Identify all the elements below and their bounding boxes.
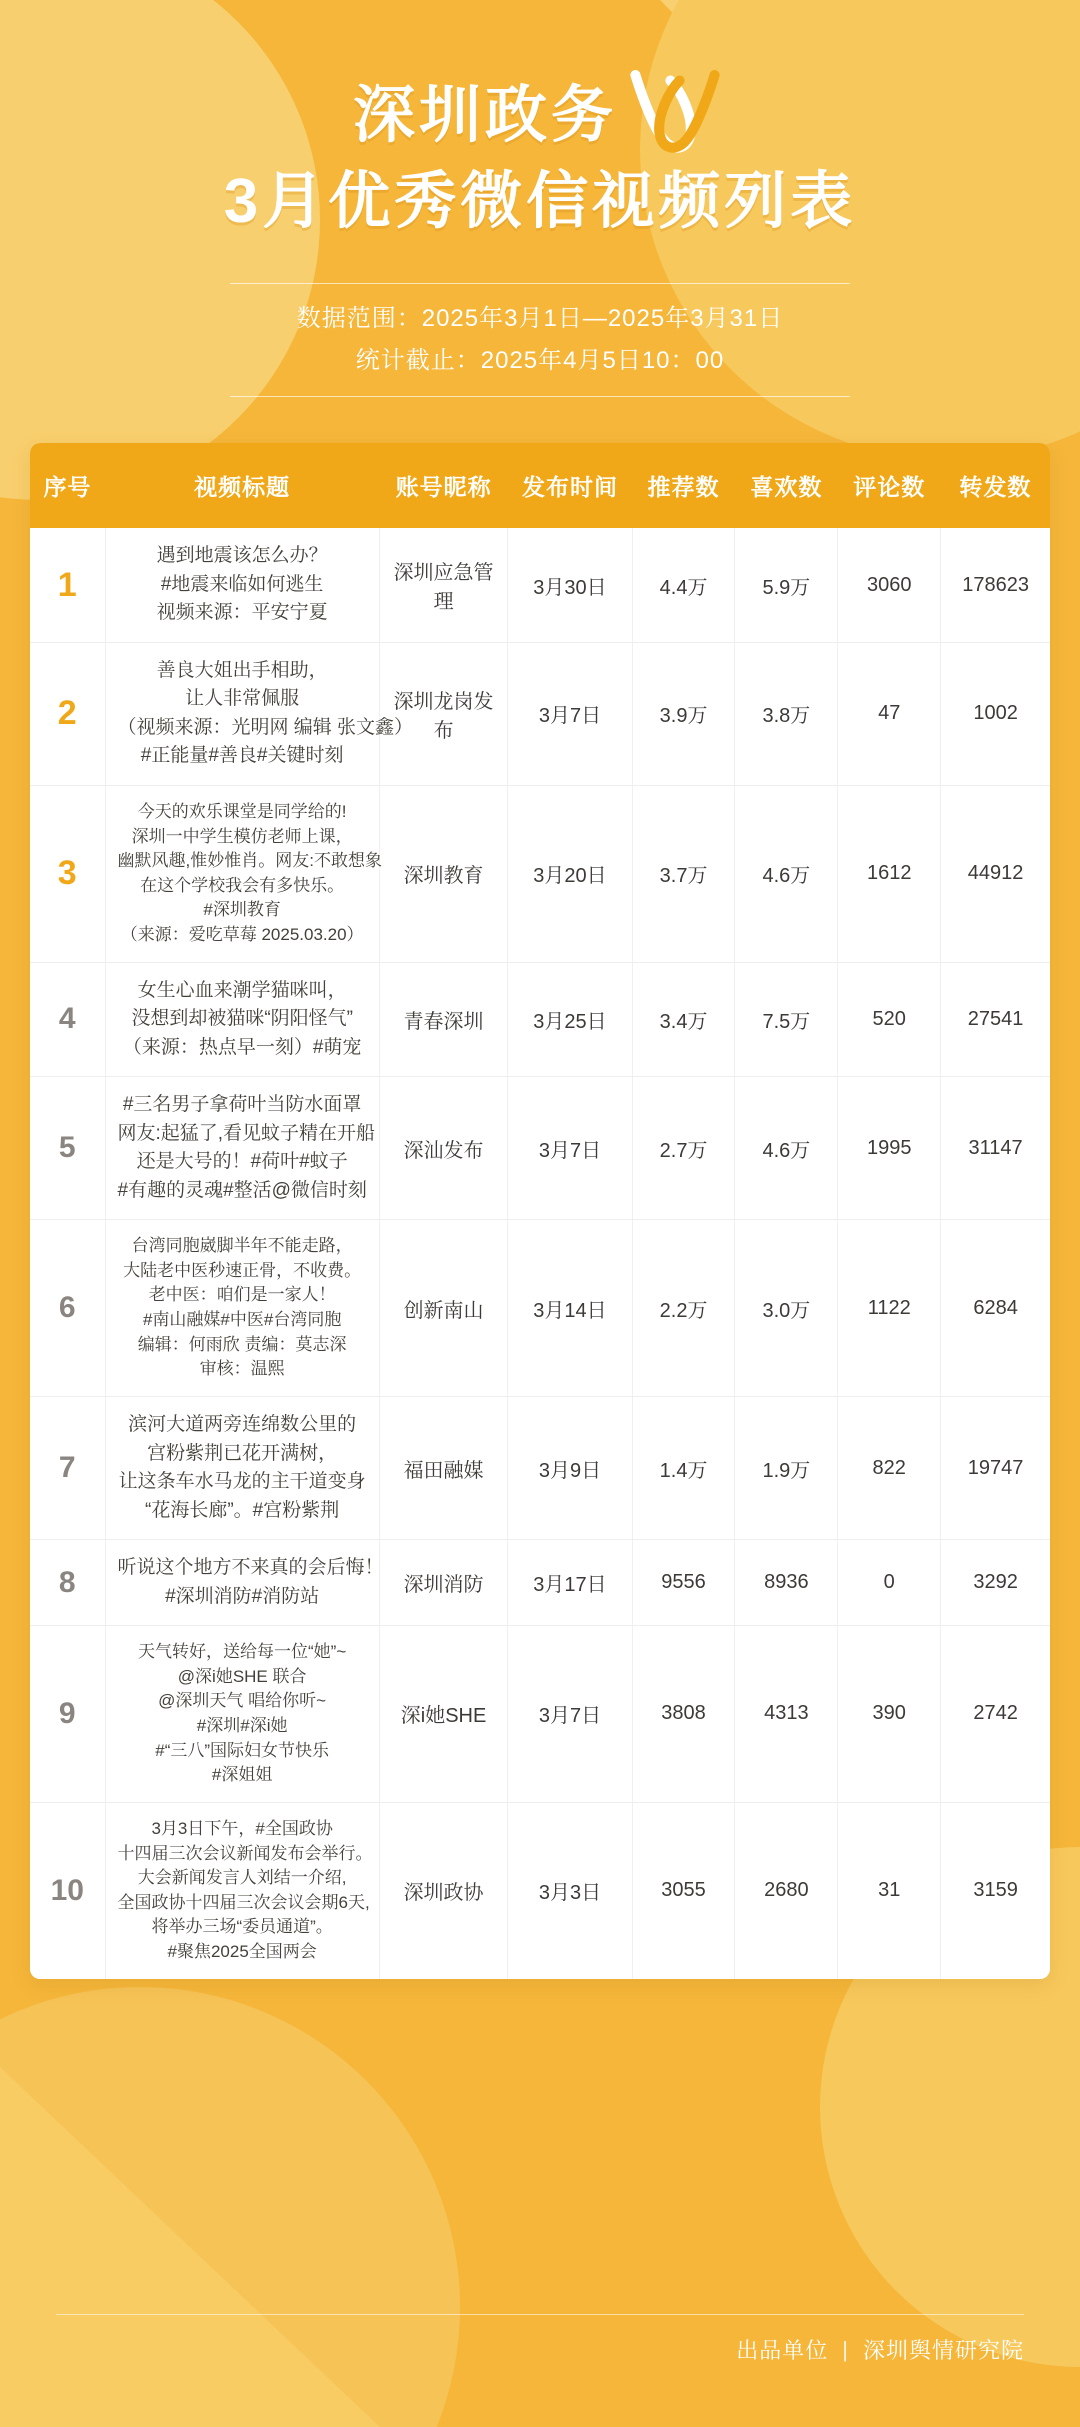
- cell-rank: 3: [30, 785, 105, 962]
- cell-rank: 8: [30, 1540, 105, 1626]
- cell-account: 福田融媒: [379, 1397, 508, 1540]
- title-line: 在这个学校我会有多快乐。: [140, 875, 345, 895]
- table-row: [30, 1626, 1050, 1803]
- cell-share-count: 19747: [941, 1397, 1050, 1540]
- cell-video-title: [105, 962, 379, 1077]
- cell-comment-count: 390: [838, 1626, 941, 1803]
- cell-account: 深圳政协: [379, 1802, 508, 1978]
- cell-video-title: [105, 1802, 379, 1978]
- cell-like-count: 7.5万: [735, 962, 838, 1077]
- title-line: 十四届三次会议新闻发布会举行。: [117, 1843, 373, 1863]
- cell-comment-count: 520: [838, 962, 941, 1077]
- title-line: 老中医：咱们是一家人！: [148, 1285, 336, 1305]
- cell-rank: 5: [30, 1077, 105, 1220]
- cell-account: 深i她SHE: [379, 1626, 508, 1803]
- cell-publish-date: 3月9日: [508, 1397, 632, 1540]
- cell-video-title: [105, 1540, 384, 1626]
- cell-video-title: [105, 1626, 379, 1803]
- cell-share-count: 27541: [941, 962, 1050, 1077]
- data-range-line: 数据范围：2025年3月1日—2025年3月31日: [296, 305, 784, 333]
- title-line: 女生心血来潮学猫咪叫，: [137, 979, 347, 1001]
- title-line: 全国政协十四届三次会议会期6天,: [117, 1892, 370, 1912]
- cell-video-title: [105, 1397, 379, 1540]
- title-line: 善良大姐出手相助，: [156, 659, 328, 681]
- ranking-table-card: [30, 443, 1050, 1978]
- cell-like-count: 3.0万: [735, 1220, 838, 1397]
- cell-like-count: 4313: [735, 1626, 838, 1803]
- title-line: 滨河大道两旁连绵数公里的: [128, 1414, 357, 1436]
- title-line: 今天的欢乐课堂是同学给的!: [137, 801, 347, 821]
- footer-label: 出品单位: [736, 2338, 829, 2363]
- cell-like-count: 2680: [735, 1802, 838, 1978]
- cell-recommend-count: 2.7万: [632, 1077, 735, 1220]
- cell-rank: 2: [30, 642, 105, 785]
- title-line: 让这条车水马龙的主干道变身: [118, 1471, 366, 1493]
- cell-recommend-count: 3.9万: [632, 642, 735, 785]
- ranking-table: [30, 443, 1050, 1978]
- title-line: @深i她SHE 联合: [177, 1666, 307, 1686]
- cell-account: 青春深圳: [379, 962, 508, 1077]
- title-line: 台湾同胞崴脚半年不能走路，: [131, 1236, 353, 1256]
- title-line: #三名男子拿荷叶当防水面罩: [122, 1094, 362, 1116]
- cell-publish-date: 3月20日: [508, 785, 632, 962]
- cell-rank: 10: [30, 1802, 105, 1978]
- cell-video-title: [105, 785, 382, 962]
- table-row: [30, 785, 1050, 962]
- title-line: 遇到地震该怎么办？: [156, 545, 328, 567]
- title-line: 3月3日下午，#全国政协: [151, 1818, 333, 1838]
- cell-account: 深汕发布: [379, 1077, 508, 1220]
- cell-rank: 7: [30, 1397, 105, 1540]
- cell-publish-date: 3月7日: [508, 1077, 632, 1220]
- cell-share-count: 31147: [941, 1077, 1050, 1220]
- title-line: 让人非常佩服: [185, 688, 300, 710]
- cell-comment-count: 822: [838, 1397, 941, 1540]
- title-line: 大会新闻发言人刘结一介绍,: [137, 1868, 347, 1888]
- title-line: 深圳一中学生模仿老师上课，: [131, 826, 353, 846]
- statistics-cutoff-line: 统计截止：2025年4月5日10：00: [355, 347, 725, 375]
- title-line: 大陆老中医秒速正骨，不收费。: [123, 1260, 362, 1280]
- column-header-shares: 转发数: [941, 443, 1050, 528]
- cell-video-title: [105, 1220, 379, 1397]
- cell-rank: 1: [30, 528, 105, 642]
- cell-share-count: 44912: [941, 785, 1050, 962]
- cell-rank: 6: [30, 1220, 105, 1397]
- cell-recommend-count: 3055: [632, 1802, 735, 1978]
- title-line: 将举办三场“委员通道”。: [151, 1917, 333, 1937]
- cell-publish-date: 3月3日: [508, 1802, 632, 1978]
- cell-video-title: [105, 1077, 379, 1220]
- title-line: 视频来源：平安宁夏: [156, 602, 328, 624]
- cell-comment-count: 47: [838, 642, 941, 785]
- title-line: 天气转好，送给每一位“她”~: [138, 1642, 347, 1662]
- cell-recommend-count: 2.2万: [632, 1220, 735, 1397]
- title-line: #南山融媒#中医#台湾同胞: [142, 1310, 342, 1330]
- column-header-title: 视频标题: [105, 443, 379, 528]
- table-header-row: [30, 443, 1050, 528]
- title-line: #正能量#善良#关键时刻: [140, 745, 344, 767]
- data-range-box: [230, 283, 850, 397]
- cell-recommend-count: 3808: [632, 1626, 735, 1803]
- cell-account: 深圳龙岗发布: [379, 642, 508, 785]
- title-line: #深姐姐: [211, 1765, 273, 1785]
- page-title-line-2: 3月优秀微信视频列表: [223, 167, 857, 236]
- cell-account: 创新南山: [379, 1220, 508, 1397]
- footer-separator: |: [842, 2336, 849, 2362]
- cell-share-count: 6284: [941, 1220, 1050, 1397]
- cell-share-count: 2742: [941, 1626, 1050, 1803]
- cell-comment-count: 1995: [838, 1077, 941, 1220]
- cell-recommend-count: 9556: [632, 1540, 735, 1626]
- title-line: （来源：爱吃草莓 2025.03.20）: [120, 925, 364, 945]
- page-title-line-1: 深圳政务: [352, 81, 617, 151]
- cell-share-count: 3292: [941, 1540, 1050, 1626]
- footer-unit: 深圳舆情研究院: [862, 2338, 1024, 2363]
- footer-divider: [56, 2314, 1024, 2315]
- cell-recommend-count: 4.4万: [632, 528, 735, 642]
- title-line: @深圳天气 唱给你听~: [158, 1691, 327, 1711]
- title-line: （视频来源：光明网 编辑 张文鑫）: [117, 716, 414, 738]
- footer-credit: [736, 2334, 1024, 2365]
- cell-publish-date: 3月14日: [508, 1220, 632, 1397]
- column-header-comments: 评论数: [838, 443, 941, 528]
- cell-comment-count: 1122: [838, 1220, 941, 1397]
- cell-recommend-count: 3.7万: [632, 785, 735, 962]
- table-row: [30, 1220, 1050, 1397]
- cell-publish-date: 3月7日: [508, 642, 632, 785]
- cell-rank: 9: [30, 1626, 105, 1803]
- table-row: [30, 642, 1050, 785]
- cell-comment-count: 0: [838, 1540, 941, 1626]
- table-row: [30, 1077, 1050, 1220]
- title-line: 还是大号的！#荷叶#蚊子: [136, 1151, 348, 1173]
- title-line: 幽默风趣,惟妙惟肖。网友:不敢想象: [117, 851, 382, 871]
- cell-video-title: [105, 528, 379, 642]
- table-row: [30, 1397, 1050, 1540]
- poster-footer: [0, 2334, 1080, 2365]
- table-row: [30, 962, 1050, 1077]
- column-header-rank: 序号: [30, 443, 105, 528]
- cell-like-count: 4.6万: [735, 785, 838, 962]
- column-header-date: 发布时间: [508, 443, 632, 528]
- cell-comment-count: 31: [838, 1802, 941, 1978]
- poster-header: [0, 0, 1080, 397]
- cell-like-count: 1.9万: [735, 1397, 838, 1540]
- cell-like-count: 3.8万: [735, 642, 838, 785]
- column-header-account: 账号昵称: [379, 443, 508, 528]
- table-row: [30, 1540, 1050, 1626]
- title-line: #“三八”国际妇女节快乐: [155, 1740, 330, 1760]
- title-row-1: [0, 70, 1080, 162]
- title-line: #深圳消防#消防站: [165, 1585, 320, 1607]
- column-header-likes: 喜欢数: [735, 443, 838, 528]
- title-line: “花海长廊”。#宫粉紫荆: [145, 1499, 340, 1521]
- cell-publish-date: 3月30日: [508, 528, 632, 642]
- cell-publish-date: 3月17日: [508, 1540, 632, 1626]
- wechat-channels-logo-icon: [623, 64, 727, 156]
- cell-rank: 4: [30, 962, 105, 1077]
- cell-share-count: 1002: [941, 642, 1050, 785]
- cell-like-count: 4.6万: [735, 1077, 838, 1220]
- table-row: [30, 1802, 1050, 1978]
- title-line: #深圳教育: [203, 900, 281, 920]
- cell-comment-count: 1612: [838, 785, 941, 962]
- title-line: 没想到却被猫咪“阴阳怪气”: [131, 1008, 353, 1030]
- cell-recommend-count: 1.4万: [632, 1397, 735, 1540]
- cell-like-count: 5.9万: [735, 528, 838, 642]
- cell-like-count: 8936: [735, 1540, 838, 1626]
- title-line: （来源：热点早一刻）#萌宠: [122, 1036, 362, 1058]
- title-line: 网友:起猛了,看见蚊子精在开船: [117, 1122, 376, 1144]
- title-line: #深圳#深i她: [196, 1715, 288, 1735]
- cell-share-count: 3159: [973, 1879, 1018, 1902]
- title-row-2: [0, 162, 1080, 241]
- cell-video-title: [105, 642, 414, 785]
- cell-publish-date: 3月7日: [508, 1626, 632, 1803]
- title-line: 审核：温熙: [199, 1359, 285, 1379]
- title-line: 宫粉紫荆已花开满树，: [147, 1442, 338, 1464]
- cell-recommend-count: 3.4万: [632, 962, 735, 1077]
- table-row: [30, 528, 1050, 642]
- table-body: [30, 528, 1050, 1978]
- cell-comment-count: 3060: [838, 528, 941, 642]
- title-line: #聚焦2025全国两会: [167, 1942, 317, 1962]
- title-line: 编辑：何雨欣 责编：莫志深: [137, 1334, 347, 1354]
- cell-publish-date: 3月25日: [508, 962, 632, 1077]
- cell-account: 深圳应急管理: [379, 528, 508, 642]
- cell-account: 深圳消防: [379, 1540, 508, 1626]
- column-header-recommend: 推荐数: [632, 443, 735, 528]
- title-line: #有趣的灵魂#整活@微信时刻: [117, 1179, 367, 1201]
- title-line: #地震来临如何逃生: [160, 573, 324, 595]
- cell-share-count: 178623: [941, 528, 1050, 642]
- cell-account: 深圳教育: [379, 785, 508, 962]
- title-line: 听说这个地方不来真的会后悔！: [117, 1557, 384, 1579]
